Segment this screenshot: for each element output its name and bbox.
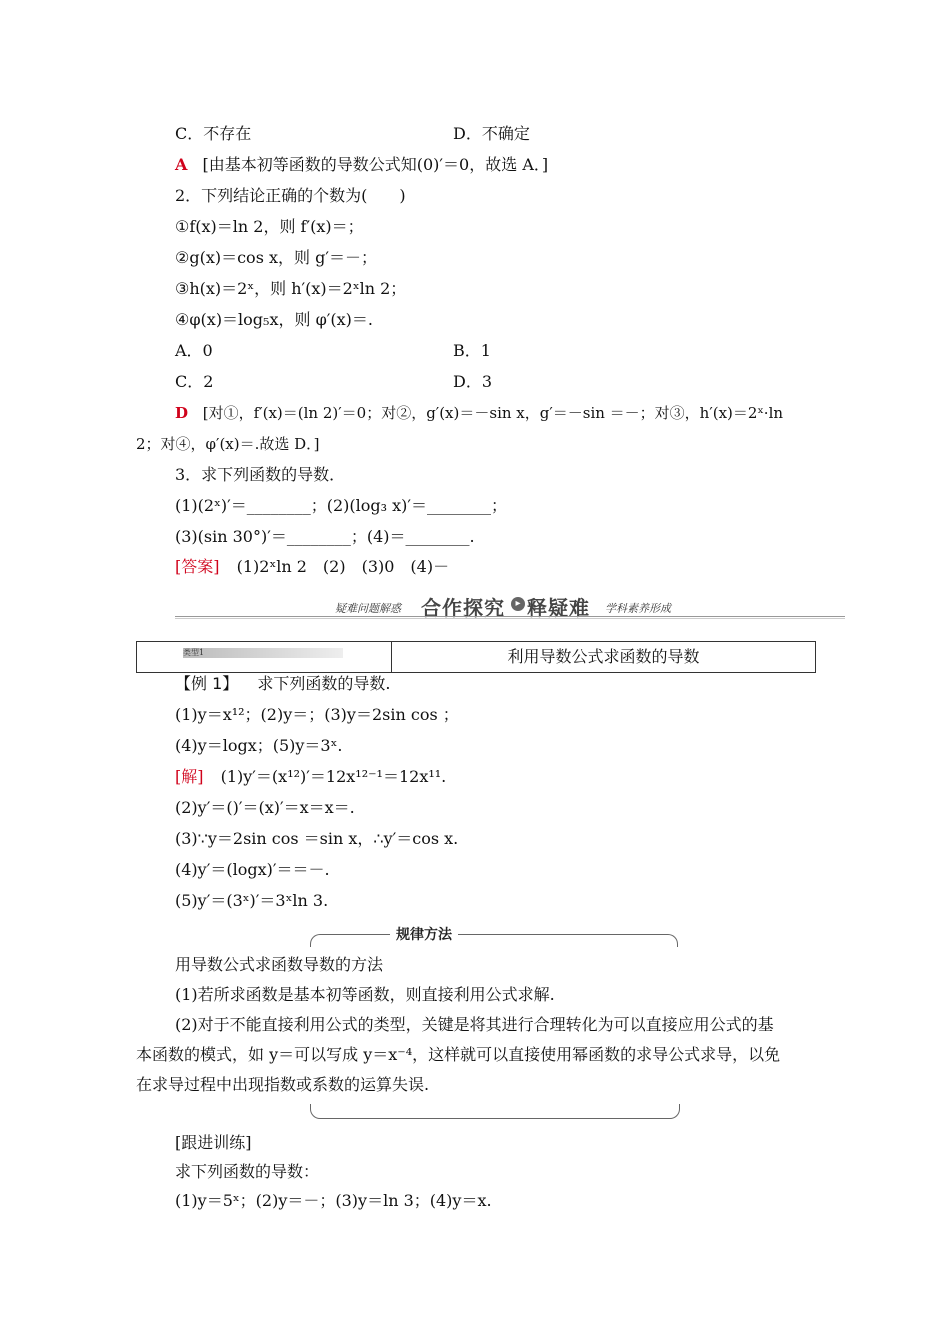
type-box <box>136 641 816 673</box>
q1-option-d: D．不确定 <box>453 124 530 143</box>
method-title: 用导数公式求函数导数的方法 <box>175 955 384 974</box>
q2-answer-letter: D <box>175 404 189 422</box>
solution-line-2: (2)y′＝()′＝(x)′＝x＝x＝. <box>175 798 355 817</box>
method-point-2-line-3: 在求导过程中出现指数或系数的运算失误. <box>136 1075 430 1094</box>
q2-answer-line-1 <box>175 403 783 423</box>
q3-answer-label: [答案] <box>175 557 220 576</box>
example-line-2: (4)y＝logx；(5)y＝3ˣ. <box>175 736 343 755</box>
example-heading <box>175 674 390 694</box>
method-box-top-frame <box>310 934 678 947</box>
solution-label: [解] <box>175 767 204 786</box>
example-line-1: (1)y＝x¹²；(2)y＝；(3)y＝2sin cos ； <box>175 705 459 724</box>
q1-answer-text: [由基本初等函数的导数公式知(0)′＝0，故选 A．] <box>202 155 549 174</box>
q2-answer-text-1: [对①，f′(x)＝(ln 2)′＝0；对②，g′(x)＝－sin x，g′＝－sin ＝－；对③，h′(x)＝2ˣ·ln <box>202 404 784 422</box>
q2-item-3: ③h(x)＝2ˣ，则 h′(x)＝2ˣln 2； <box>175 279 407 298</box>
q3-stem: 3．求下列函数的导数． <box>175 465 346 484</box>
solution-text-1: (1)y′＝(x¹²)′＝12x¹²⁻¹＝12x¹¹. <box>220 767 447 786</box>
method-point-2-line-2: 本函数的模式，如 y＝可以写成 y＝x⁻⁴，这样就可以直接使用幂函数的求导公式求导，以免 <box>136 1045 781 1064</box>
q2-stem: 2．下列结论正确的个数为( ) <box>175 186 406 205</box>
banner-divider <box>175 616 845 619</box>
solution-line-4: (4)y′＝(logx)′＝＝－. <box>175 860 330 879</box>
banner-left-caption: 疑难问题解惑 <box>335 602 401 615</box>
q2-answer-line-2: 2；对④，φ′(x)＝.故选 D．] <box>136 435 320 453</box>
banner-main-right: 释疑难 <box>527 596 590 620</box>
solution-line-1 <box>175 767 446 787</box>
q3-line-2: (3)(sin 30°)′＝________；(4)＝________. <box>175 527 475 546</box>
arrow-right-icon: ▸ <box>511 597 525 611</box>
banner-right-caption: 学科素养形成 <box>605 602 671 615</box>
example-stem: 求下列函数的导数. <box>257 674 391 693</box>
practice-label: [跟进训练] <box>175 1133 252 1152</box>
section-banner <box>175 592 845 620</box>
q2-option-a: A．0 <box>175 341 213 360</box>
q2-item-1: ①f(x)＝ln 2，则 f′(x)＝； <box>175 217 364 236</box>
type-title: 利用导数公式求函数的导数 <box>507 647 700 666</box>
banner-main-left: 合作探究 <box>421 596 505 620</box>
q3-answer-text: (1)2ˣln 2 (2) (3)0 (4)－ <box>236 557 450 576</box>
example-label: 【例 1】 <box>175 674 239 693</box>
method-label: 规律方法 <box>390 924 458 944</box>
q1-answer <box>175 155 548 175</box>
method-box-bottom-frame <box>310 1104 680 1119</box>
solution-line-3: (3)∵y＝2sin cos ＝sin x，∴y′＝cos x. <box>175 829 459 848</box>
q1-option-c: C．不存在 <box>175 124 252 143</box>
practice-line-1: (1)y＝5ˣ；(2)y＝－；(3)y＝ln 3；(4)y＝x. <box>175 1191 492 1210</box>
method-box-top <box>310 926 678 946</box>
q3-line-1: (1)(2ˣ)′＝________；(2)(log₃ x)′＝________； <box>175 496 508 515</box>
q2-item-4: ④φ(x)＝log₅x，则 φ′(x)＝. <box>175 310 374 329</box>
practice-stem: 求下列函数的导数： <box>175 1162 320 1181</box>
solution-line-5: (5)y′＝(3ˣ)′＝3ˣln 3. <box>175 891 329 910</box>
q3-answer <box>175 557 449 577</box>
method-point-1: (1)若所求函数是基本初等函数，则直接利用公式求解. <box>175 985 555 1004</box>
q2-option-c: C．2 <box>175 372 214 391</box>
type-tag: 类型1 <box>183 648 343 658</box>
q2-option-d: D．3 <box>453 372 493 391</box>
q2-item-2: ②g(x)＝cos x，则 g′＝－； <box>175 248 377 267</box>
q2-option-b: B．1 <box>453 341 491 360</box>
method-point-2-line-1: (2)对于不能直接利用公式的类型，关键是将其进行合理转化为可以直接应用公式的基 <box>175 1015 774 1034</box>
q1-answer-letter: A <box>175 155 188 174</box>
type-box-left <box>137 642 392 672</box>
